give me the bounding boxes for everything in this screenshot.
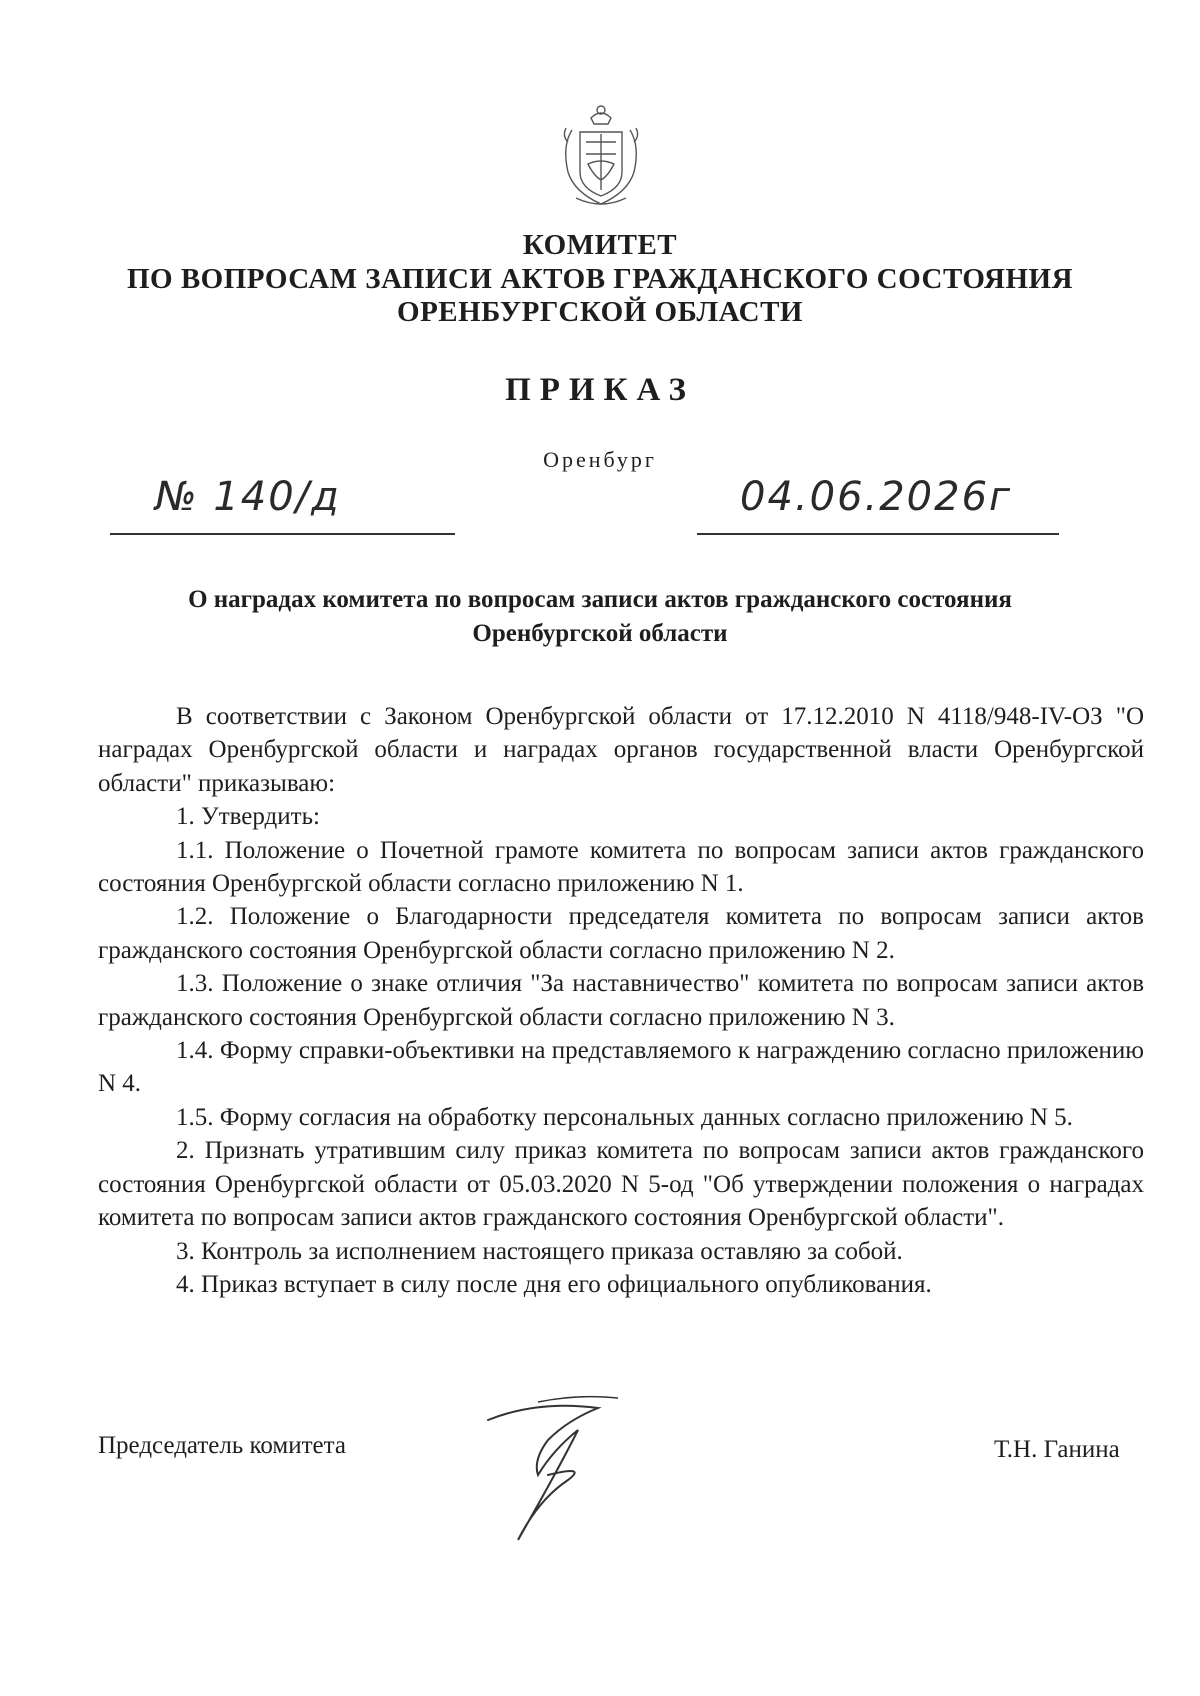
order-date-underline: [697, 533, 1059, 535]
document-body: [98, 700, 1144, 1301]
document-type: ПРИКАЗ: [505, 372, 695, 408]
signer-name: Т.Н. Ганина: [994, 1436, 1120, 1463]
org-name-line-1: КОМИТЕТ: [522, 229, 678, 261]
org-name-line-3: ОРЕНБУРГСКОЙ ОБЛАСТИ: [397, 296, 803, 328]
handwritten-signature-icon: [478, 1380, 678, 1560]
document-title-line-1: О наградах комитета по вопросам записи актов гражданского состояния: [188, 586, 1012, 613]
body-paragraph: 1.1. Положение о Почетной грамоте комитета по вопросам записи актов гражданского состояния Оренбургской области согласно приложению N 1.: [98, 836, 1144, 898]
order-number-underline: [110, 533, 455, 535]
signer-role: Председатель комитета: [98, 1432, 346, 1459]
body-paragraph: 1.4. Форму справки-объективки на представляемого к награждению согласно приложению N 4.: [98, 1037, 1144, 1098]
order-number: № 140/д: [155, 474, 341, 520]
body-paragraph: 1.3. Положение о знаке отличия "За наставничество" комитета по вопросам записи актов гражданского состояния Оренбургской области согласно приложению N 3.: [98, 970, 1144, 1031]
body-paragraph: 1.5. Форму согласия на обработку персональных данных согласно приложению N 5.: [176, 1103, 1073, 1131]
body-paragraph: 4. Приказ вступает в силу после дня его официального опубликования.: [176, 1270, 932, 1298]
body-paragraph: 1.2. Положение о Благодарности председателя комитета по вопросам записи актов гражданского состояния Оренбургской области согласно приложению N 2.: [98, 903, 1144, 964]
body-paragraph: 2. Признать утратившим силу приказ комитета по вопросам записи актов гражданского состояния Оренбургской области от 05.03.2020 N 5-од "Об утверждении положения о наградах комитета по вопросам записи актов гражданского состояния Оренбургской области".: [98, 1137, 1144, 1232]
document-title-line-2: Оренбургской области: [472, 620, 728, 647]
city: Оренбург: [543, 447, 657, 472]
coat-of-arms-icon: [558, 102, 644, 210]
body-paragraph: 3. Контроль за исполнением настоящего приказа оставляю за собой.: [176, 1237, 903, 1265]
body-paragraph: 1. Утвердить:: [176, 803, 320, 831]
order-date: 04.06.2026г: [740, 474, 1013, 520]
body-paragraph: В соответствии с Законом Оренбургской области от 17.12.2010 N 4118/948-IV-ОЗ "О наградах Оренбургской области и наградах органов государственной власти Оренбургской области" приказываю:: [98, 703, 1144, 797]
org-name-line-2: ПО ВОПРОСАМ ЗАПИСИ АКТОВ ГРАЖДАНСКОГО СОСТОЯНИЯ: [126, 263, 1074, 295]
